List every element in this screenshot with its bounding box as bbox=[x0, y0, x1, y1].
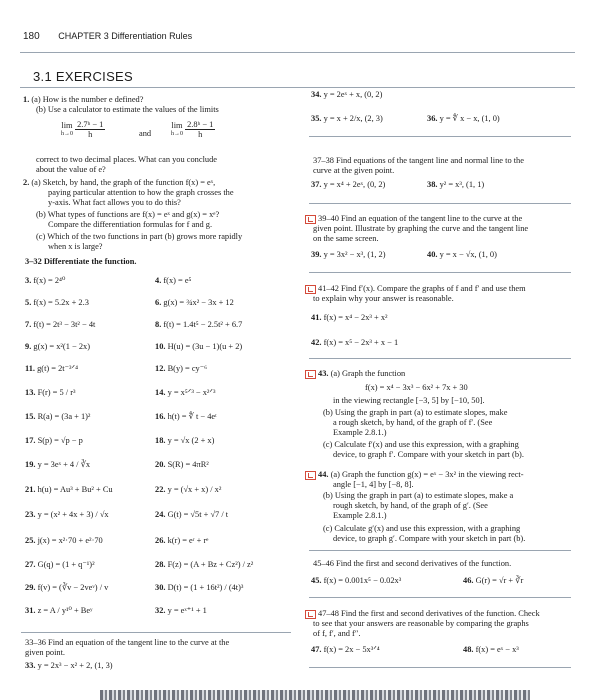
exercise-43-c1: (c) Calculate f′(x) and use this expression, with a graphing bbox=[323, 440, 519, 449]
range-47-48-heading-2: to see that your answers are reasonable by comparing the graphs bbox=[313, 619, 529, 628]
exercise-43-viewing: in the viewing rectangle [−3, 5] by [−10, 50]. bbox=[333, 396, 485, 405]
exercise-25: 25. j(x) = x²·70 + e²·70 bbox=[25, 536, 103, 545]
exercise-7: 7. f(t) = 2t³ − 3t² − 4t bbox=[25, 320, 96, 329]
exercise-30: 30. D(t) = (1 + 16t²) / (4t)³ bbox=[155, 583, 244, 592]
left-column bbox=[21, 0, 293, 700]
exercise-8: 8. f(t) = 1.4t⁵ − 2.5t² + 6.7 bbox=[155, 320, 243, 329]
exercise-43-b3: Example 2.8.1.) bbox=[333, 428, 387, 437]
range-39-40-heading-3: on the same screen. bbox=[313, 234, 379, 243]
exercise-28: 28. F(z) = (A + Bz + Cz²) / z² bbox=[155, 560, 254, 569]
exercise-3: 3. f(x) = 2⁴⁰ bbox=[25, 276, 66, 285]
exercise-44-b2: rough sketch, by hand, of the graph of g′. (See bbox=[333, 501, 488, 510]
exercise-33: 33. y = 2x³ − x² + 2, (1, 3) bbox=[25, 661, 113, 670]
separator bbox=[309, 667, 571, 668]
exercise-16: 16. h(t) = ∜ t − 4eᵗ bbox=[155, 412, 217, 421]
exercise-43-a: 43. (a) Graph the function bbox=[305, 369, 405, 379]
exercise-32: 32. y = eˣ⁺¹ + 1 bbox=[155, 606, 207, 615]
exercise-31: 31. z = A / y¹⁰ + Beʸ bbox=[25, 606, 93, 615]
exercise-22: 22. y = (√x + x) / x² bbox=[155, 485, 222, 494]
limit-expression-2: lim h→0 $\frac{\text{2.8ʰ − 1}}{h}$ bbox=[171, 120, 214, 139]
exercise-42: 42. f(x) = x⁵ − 2x³ + x − 1 bbox=[311, 338, 399, 347]
exercise-12: 12. B(y) = cy⁻⁶ bbox=[155, 364, 208, 373]
graphing-device-icon bbox=[305, 610, 316, 619]
separator bbox=[309, 272, 571, 273]
exercise-36: 36. y = ∜ x − x, (1, 0) bbox=[427, 114, 500, 123]
exercise-34: 34. y = 2eˣ + x, (0, 2) bbox=[311, 90, 383, 99]
exercise-37: 37. y = x⁴ + 2eˣ, (0, 2) bbox=[311, 180, 386, 189]
exercise-18: 18. y = √x (2 + x) bbox=[155, 436, 215, 445]
separator bbox=[309, 597, 571, 598]
range-37-38-heading: 37–38 Find equations of the tangent line and normal line to the bbox=[313, 156, 524, 165]
graphing-device-icon bbox=[305, 285, 316, 294]
exercise-43-b1: (b) Using the graph in part (a) to estimate slopes, make bbox=[323, 408, 508, 417]
exercise-39: 39. y = 3x² − x³, (1, 2) bbox=[311, 250, 386, 259]
exercise-10: 10. H(u) = (3u − 1)(u + 2) bbox=[155, 342, 243, 351]
section-title: 3.1 EXERCISES bbox=[33, 69, 133, 84]
right-column bbox=[305, 0, 590, 700]
exercise-27: 27. G(q) = (1 + q⁻¹)² bbox=[25, 560, 95, 569]
exercise-26: 26. k(r) = eʳ + rᵉ bbox=[155, 536, 209, 545]
range-41-42-heading: 41–42 Find f′(x). Compare the graphs of f and f′ and use them bbox=[305, 284, 526, 294]
exercise-44-a2: angle [−1, 4] by [−8, 8]. bbox=[333, 480, 414, 489]
exercise-2-b1: (b) What types of functions are f(x) = eˣ and g(x) = xᵉ? bbox=[36, 210, 220, 219]
exercise-2-b2: Compare the differentiation formulas for f and g. bbox=[48, 220, 213, 229]
exercise-17: 17. S(p) = √p − p bbox=[25, 436, 83, 445]
exercise-2-c1: (c) Which of the two functions in part (b) grows more rapidly bbox=[36, 232, 243, 241]
exercise-15: 15. R(a) = (3a + 1)² bbox=[25, 412, 91, 421]
exercise-44-c2: device, to graph g′. Compare with your sketch in part (b). bbox=[333, 534, 526, 543]
exercise-5: 5. f(x) = 5.2x + 2.3 bbox=[25, 298, 89, 307]
exercise-29: 29. f(v) = (∛v − 2veᵛ) / v bbox=[25, 583, 109, 592]
exercise-44-b1: (b) Using the graph in part (a) to estimate slopes, make a bbox=[323, 491, 514, 500]
exercise-47: 47. f(x) = 2x − 5x³ᐟ⁴ bbox=[311, 645, 380, 654]
range-3-32-heading: 3–32 Differentiate the function. bbox=[25, 257, 137, 266]
exercise-43-b2: a rough sketch, by hand, of the graph of f′. (See bbox=[333, 418, 493, 427]
exercise-41: 41. f(x) = x⁴ − 2x³ + x² bbox=[311, 313, 388, 322]
range-33-36-heading: 33–36 Find an equation of the tangent line to the curve at the bbox=[25, 638, 230, 647]
exercise-24: 24. G(t) = √5t + √7 / t bbox=[155, 510, 229, 519]
exercise-44-c1: (c) Calculate g′(x) and use this expression, with a graphing bbox=[323, 524, 521, 533]
exercise-46: 46. G(r) = √r + ∛r bbox=[463, 576, 524, 585]
separator bbox=[309, 136, 571, 137]
exercise-6: 6. g(x) = ¾x² − 3x + 12 bbox=[155, 298, 234, 307]
separator bbox=[309, 550, 571, 551]
range-39-40-heading-2: given point. Illustrate by graphing the curve and the tangent line bbox=[313, 224, 529, 233]
range-47-48-heading-3: of f, f′, and f″. bbox=[313, 629, 361, 638]
exercise-21: 21. h(u) = Au³ + Bu² + Cu bbox=[25, 485, 113, 494]
page-number: 180 bbox=[23, 31, 40, 42]
chapter-title: CHAPTER 3 Differentiation Rules bbox=[58, 31, 193, 41]
exercise-2-a3: y-axis. What fact allows you to do this? bbox=[48, 198, 181, 207]
separator bbox=[309, 358, 571, 359]
exercise-1-b: (b) Use a calculator to estimate the values of the limits bbox=[36, 105, 219, 114]
limit-expression-1: lim h→0 $\frac{\text{2.7ʰ − 1}}{h}$ bbox=[61, 120, 104, 139]
exercise-45: 45. f(x) = 0.001x⁵ − 0.02x³ bbox=[311, 576, 402, 585]
exercise-40: 40. y = x − √x, (1, 0) bbox=[427, 250, 497, 259]
range-47-48-heading: 47–48 Find the first and second derivatives of the function. Check bbox=[305, 609, 540, 619]
range-41-42-heading-2: to explain why your answer is reasonable. bbox=[313, 294, 454, 303]
exercise-13: 13. F(r) = 5 / r³ bbox=[25, 388, 76, 397]
exercise-1-c2: about the value of e? bbox=[36, 165, 106, 174]
exercise-23: 23. y = (x² + 4x + 3) / √x bbox=[25, 510, 109, 519]
range-39-40-heading: 39–40 Find an equation of the tangent line to the curve at the bbox=[305, 214, 522, 224]
exercise-11: 11. g(t) = 2t⁻³ᐟ⁴ bbox=[25, 364, 79, 373]
exercise-43-function: f(x) = x⁴ − 3x³ − 6x² + 7x + 30 bbox=[365, 383, 468, 392]
range-45-46-heading: 45–46 Find the first and second derivatives of the function. bbox=[313, 559, 512, 568]
range-33-36-heading-2: given point. bbox=[25, 648, 66, 657]
scan-edge-strip bbox=[100, 690, 530, 700]
graphing-device-icon bbox=[305, 215, 316, 224]
exercise-44-b3: Example 2.8.1.) bbox=[333, 511, 387, 520]
separator bbox=[309, 203, 571, 204]
exercise-38: 38. y² = x³, (1, 1) bbox=[427, 180, 485, 189]
exercise-1-a: 1. (a) How is the number e defined? bbox=[23, 95, 144, 104]
exercise-2-c2: when x is large? bbox=[48, 242, 103, 251]
exercise-9: 9. g(x) = x²(1 − 2x) bbox=[25, 342, 90, 351]
separator bbox=[21, 632, 291, 633]
exercise-43-c2: device, to graph f′. Compare with your sketch in part (b). bbox=[333, 450, 524, 459]
exercise-48: 48. f(x) = eˣ − x³ bbox=[463, 645, 519, 654]
range-37-38-heading-2: curve at the given point. bbox=[313, 166, 395, 175]
graphing-device-icon bbox=[305, 370, 316, 379]
exercise-14: 14. y = x⁵ᐟ³ − x²ᐟ³ bbox=[155, 388, 216, 397]
and-word: and bbox=[139, 129, 152, 138]
exercise-20: 20. S(R) = 4πR² bbox=[155, 460, 209, 469]
graphing-device-icon bbox=[305, 471, 316, 480]
exercise-19: 19. y = 3eˣ + 4 / ∛x bbox=[25, 460, 91, 469]
exercise-44-a: 44. (a) Graph the function g(x) = eˣ − 3x² in the viewing rect- bbox=[305, 470, 524, 480]
exercise-4: 4. f(x) = e⁵ bbox=[155, 276, 192, 285]
exercise-2-a2: paying particular attention to how the graph crosses the bbox=[48, 188, 234, 197]
exercise-2-a: 2. (a) Sketch, by hand, the graph of the function f(x) = eˣ, bbox=[23, 178, 216, 187]
exercise-35: 35. y = x + 2/x, (2, 3) bbox=[311, 114, 383, 123]
exercise-1-c1: correct to two decimal places. What can you conclude bbox=[36, 155, 217, 164]
